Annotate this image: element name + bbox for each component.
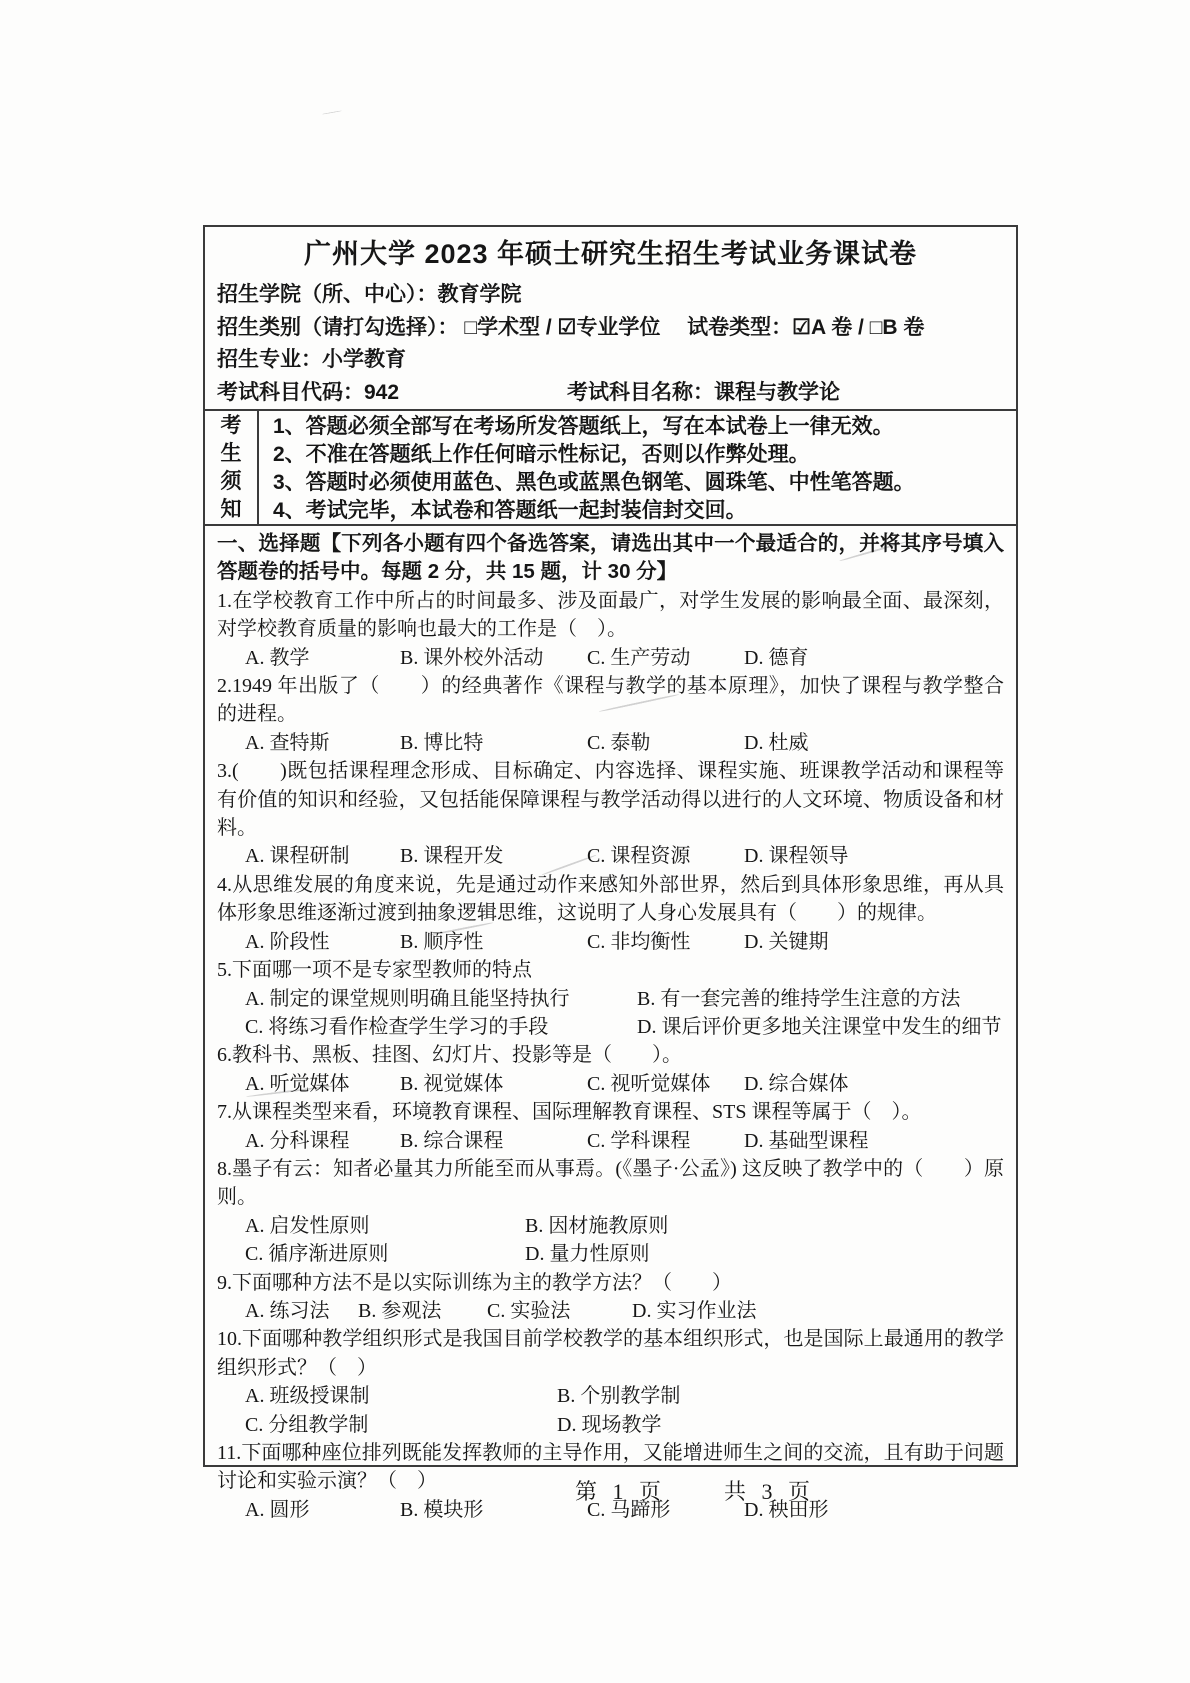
section-title: 一、选择题【下列各小题有四个备选答案，请选出其中一个最适合的，并将其序号填入答题卷的括号中。每题 2 分，共 15 题，计 30 分】 [217,532,1004,584]
option-b: B. 顺序性 [400,930,484,953]
option-a: A. 教学 [245,646,310,669]
subject-code: 考试科目代码：942 [217,380,400,404]
question-2 [217,672,1004,757]
option-d: D. 德育 [744,646,809,669]
option-c: C. 循序渐进原则 [245,1243,389,1266]
question-text: 4.从思维发展的角度来说，先是通过动作来感知外部世界，然后到具体形象思维，再从具体形象思维逐渐过渡到抽象逻辑思维，这说明了人身心发展具有（ ）的规律。 [217,873,1004,925]
question-9 [217,1269,1004,1326]
option-d: D. 杜威 [744,731,809,754]
option-b: B. 课外校外活动 [400,646,544,669]
question-options [217,1127,1004,1155]
footer-total-pages: 共 3 页 [724,1479,816,1504]
option-c: C. 实验法 [487,1299,571,1322]
question-options [217,1382,1004,1439]
question-options [217,644,1004,672]
questions-area [205,526,1016,1524]
question-text: 10.下面哪种教学组织形式是我国目前学校教学的基本组织形式，也是国际上最通用的教学组织形式？（ ） [217,1328,1004,1379]
option-d: D. 秧田形 [744,1498,829,1521]
option-b: B. 有一套完善的维持学生注意的方法 [637,987,961,1010]
option-c: C. 非均衡性 [587,930,691,953]
option-a: A. 课程研制 [245,845,350,868]
option-c: C. 分组教学制 [245,1413,369,1436]
option-d: D. 现场教学 [557,1413,662,1436]
option-a: A. 分科课程 [245,1129,350,1152]
option-c: C. 课程资源 [587,845,691,868]
question-7 [217,1098,1004,1155]
option-c: C. 将练习看作检查学生学习的手段 [245,1015,549,1038]
footer-page-number: 第 1 页 [575,1479,667,1504]
option-b: B. 课程开发 [400,845,504,868]
notice-item: 2、不准在答题纸上作任何暗示性标记，否则以作弊处理。 [273,443,810,466]
option-d: D. 综合媒体 [744,1072,849,1095]
question-options [217,1212,1004,1269]
notice-item: 4、考试完毕，本试卷和答题纸一起封装信封交回。 [273,499,747,522]
notice-label-char: 知 [220,497,242,521]
option-a: A. 练习法 [245,1299,330,1322]
option-c: C. 马蹄形 [587,1498,671,1521]
exam-header [205,227,1016,409]
question-text: 3.( )既包括课程理念形成、目标确定、内容选择、课程实施、班课教学活动和课程等有价值的知识和经验，又包括能保障课程与教学活动得以进行的人文环境、物质设备和材料。 [217,760,1004,840]
question-10 [217,1325,1004,1439]
question-6 [217,1041,1004,1098]
option-b: B. 个别教学制 [557,1385,681,1408]
option-b: B. 博比特 [400,731,484,754]
question-text: 1.在学校教育工作中所占的时间最多、涉及面最广，对学生发展的影响最全面、最深刻，对学校教育质量的影响也最大的工作是（ ）。 [217,589,1004,641]
notice-vertical-label [205,411,259,524]
option-a: A. 查特斯 [245,731,330,754]
notice-item: 1、答题必须全部写在考场所发答题纸上，写在本试卷上一律无效。 [273,415,894,438]
notice-item: 3、答题时必须使用蓝色、黑色或蓝黑色钢笔、圆珠笔、中性笔答题。 [273,471,915,494]
question-text: 7.从课程类型来看，环境教育课程、国际理解教育课程、STS 课程等属于（ ）。 [217,1101,922,1124]
scan-mark [322,110,342,114]
question-text: 11.下面哪种座位排列既能发挥教师的主导作用，又能增进师生之间的交流，且有助于问题讨论和实验示演？（ ） [217,1442,1004,1493]
option-b: B. 因材施教原则 [525,1214,669,1237]
option-d: D. 课后评价更多地关注课堂中发生的细节 [637,1015,1002,1038]
question-1 [217,587,1004,672]
subject-row [217,377,1004,410]
question-options [217,842,1004,870]
question-text: 9.下面哪种方法不是以实际训练为主的教学方法？（ ） [217,1271,732,1294]
question-options [217,928,1004,956]
option-d: D. 关键期 [744,930,829,953]
candidate-notice-box [205,409,1016,526]
option-d: D. 基础型课程 [744,1129,869,1152]
subject-name: 考试科目名称：课程与教学论 [567,380,840,404]
question-options [217,1070,1004,1098]
option-b: B. 模块形 [400,1498,484,1521]
option-c: C. 视听觉媒体 [587,1072,711,1095]
notice-label-char: 须 [220,469,242,493]
admission-school-line: 招生学院（所、中心）：教育学院 [217,283,522,306]
page-footer [575,1475,815,1506]
notice-label-char: 考 [220,413,242,437]
option-a: A. 启发性原则 [245,1214,370,1237]
admission-category-line: 招生类别（请打勾选择）： □学术型 / ☑专业学位 试卷类型：☑A 卷 / □B 卷 [217,315,925,339]
question-text: 5.下面哪一项不是专家型教师的特点 [217,959,532,982]
option-a: A. 圆形 [245,1498,310,1521]
option-c: C. 生产劳动 [587,646,691,669]
option-c: C. 学科课程 [587,1129,691,1152]
question-3 [217,757,1004,871]
option-d: D. 量力性原则 [525,1243,650,1266]
question-options [217,1297,1004,1325]
question-text: 2.1949 年出版了（ ）的经典著作《课程与教学的基本原理》，加快了课程与教学整合的进程。 [217,675,1004,726]
option-b: B. 视觉媒体 [400,1072,504,1095]
question-4 [217,871,1004,956]
page-title: 广州大学 2023 年硕士研究生招生考试业务课试卷 [303,239,918,269]
option-d: D. 实习作业法 [632,1299,757,1322]
notice-items [259,411,1016,524]
notice-label-char: 生 [220,441,242,465]
question-8 [217,1155,1004,1269]
option-a: A. 听觉媒体 [245,1072,350,1095]
question-options [217,985,1004,1042]
question-text: 6.教科书、黑板、挂图、幻灯片、投影等是（ ）。 [217,1044,682,1067]
option-b: B. 参观法 [358,1299,442,1322]
option-d: D. 课程领导 [744,845,849,868]
option-c: C. 泰勒 [587,731,651,754]
option-a: A. 制定的课堂规则明确且能坚持执行 [245,987,570,1010]
option-a: A. 班级授课制 [245,1385,370,1408]
question-5 [217,956,1004,1041]
option-b: B. 综合课程 [400,1129,504,1152]
admission-major-line: 招生专业：小学教育 [217,348,406,371]
question-options [217,729,1004,757]
question-text: 8.墨子有云：知者必量其力所能至而从事焉。(《墨子·公孟》) 这反映了教学中的（ ）原则。 [217,1157,1004,1209]
option-a: A. 阶段性 [245,930,330,953]
